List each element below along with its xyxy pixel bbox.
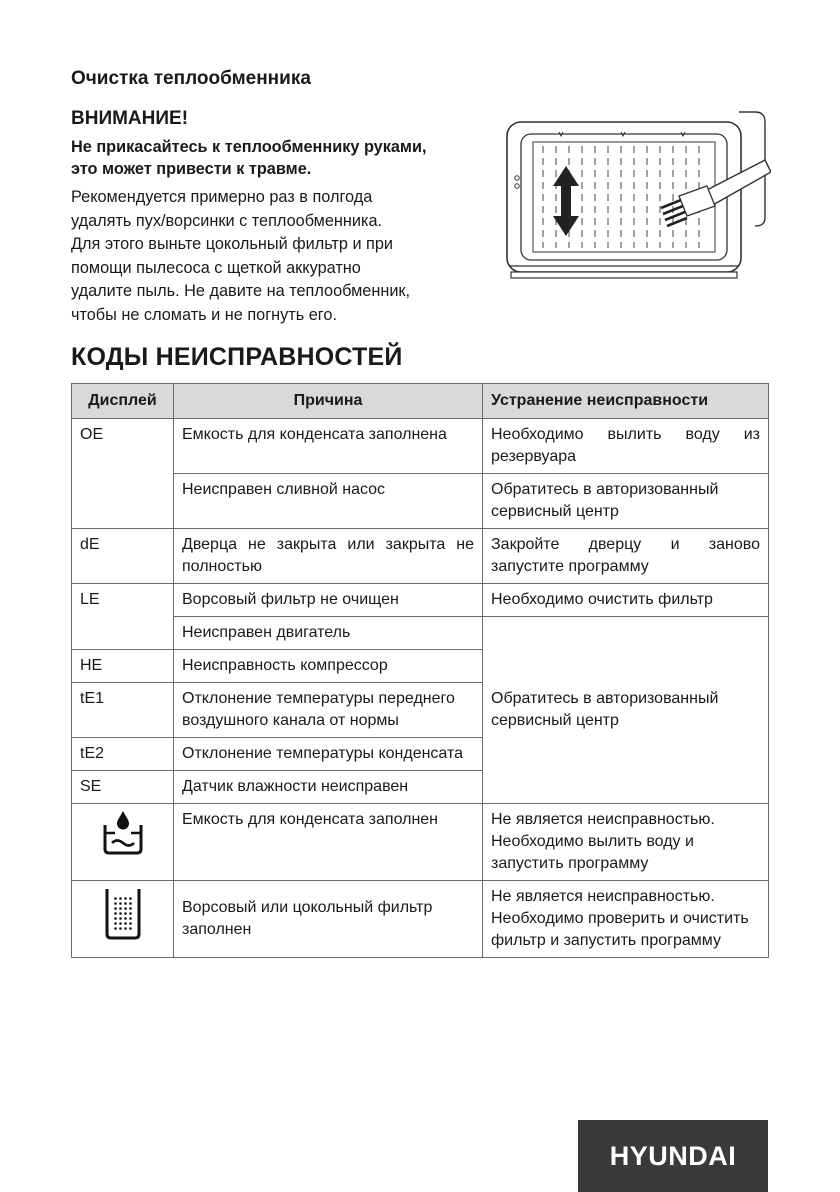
table-header-row	[72, 384, 769, 419]
fix-cell: Не является неисправностью. Необходимо вылить воду и запустить программу	[483, 804, 769, 881]
table-row	[72, 881, 769, 958]
cause-cell: Отклонение температуры переднего воздушного канала от нормы	[174, 683, 483, 738]
fix-cell: Обратитесь в авторизованный сервисный центр	[483, 617, 769, 804]
code-cell: SE	[72, 771, 174, 804]
fix-cell: Необходимо очистить фильтр	[483, 584, 769, 617]
cause-cell: Неисправен сливной насос	[174, 474, 483, 529]
code-cell	[72, 804, 174, 881]
code-cell: dE	[72, 529, 174, 584]
heat-exchanger-cleaning-illustration	[503, 108, 771, 292]
hyundai-logo: HYUNDAI	[578, 1120, 768, 1192]
code-cell: tE2	[72, 738, 174, 771]
code-cell: HE	[72, 650, 174, 683]
table-row	[72, 804, 769, 881]
fix-cell: Закройте дверцу и заново запустите программу	[483, 529, 769, 584]
code-cell: tE1	[72, 683, 174, 738]
code-cell: OE	[72, 419, 174, 529]
table-row	[72, 529, 769, 584]
cause-cell: Датчик влажности неисправен	[174, 771, 483, 804]
cause-cell: Ворсовый или цокольный фильтр заполнен	[174, 881, 483, 958]
fault-codes-title: КОДЫ НЕИСПРАВНОСТЕЙ	[71, 343, 403, 371]
cause-cell: Дверца не закрыта или закрыта не полностью	[174, 529, 483, 584]
cleaning-instructions: Рекомендуется примерно раз в полгода удалять пух/ворсинки с теплообменника. Для этого выньте цокольный фильтр и при помощи пылесоса с щеткой аккуратно удалите пыль. Не давите на теплообменник, чтобы не сломать и не погнуть его.	[71, 188, 411, 324]
warning-title: ВНИМАНИЕ!	[71, 108, 189, 129]
fix-cell: Обратитесь в авторизованный сервисный центр	[483, 474, 769, 529]
table-row	[72, 584, 769, 617]
cause-cell: Неисправен двигатель	[174, 617, 483, 650]
column-header-fix: Устранение неисправности	[483, 384, 769, 419]
table-row	[72, 474, 769, 529]
filter-full-icon	[103, 886, 143, 940]
column-header-cause: Причина	[174, 384, 483, 419]
cause-cell: Неисправность компрессор	[174, 650, 483, 683]
cause-cell: Емкость для конденсата заполнен	[174, 804, 483, 881]
code-cell	[72, 881, 174, 958]
table-row	[72, 419, 769, 474]
fix-cell: Не является неисправностью. Необходимо проверить и очистить фильтр и запустить программу	[483, 881, 769, 958]
section-title: Очистка теплообменника	[71, 68, 311, 89]
column-header-display: Дисплей	[72, 384, 174, 419]
cause-cell: Отклонение температуры конденсата	[174, 738, 483, 771]
water-tank-full-icon	[101, 809, 145, 857]
code-cell: LE	[72, 584, 174, 650]
fault-codes-table	[71, 383, 769, 958]
cause-cell: Ворсовый фильтр не очищен	[174, 584, 483, 617]
warning-text: Не прикасайтесь к теплообменнику руками, это может привести к травме.	[71, 138, 427, 178]
fix-cell: Необходимо вылить воду из резервуара	[483, 419, 769, 474]
table-row	[72, 617, 769, 650]
cause-cell: Емкость для конденсата заполнена	[174, 419, 483, 474]
